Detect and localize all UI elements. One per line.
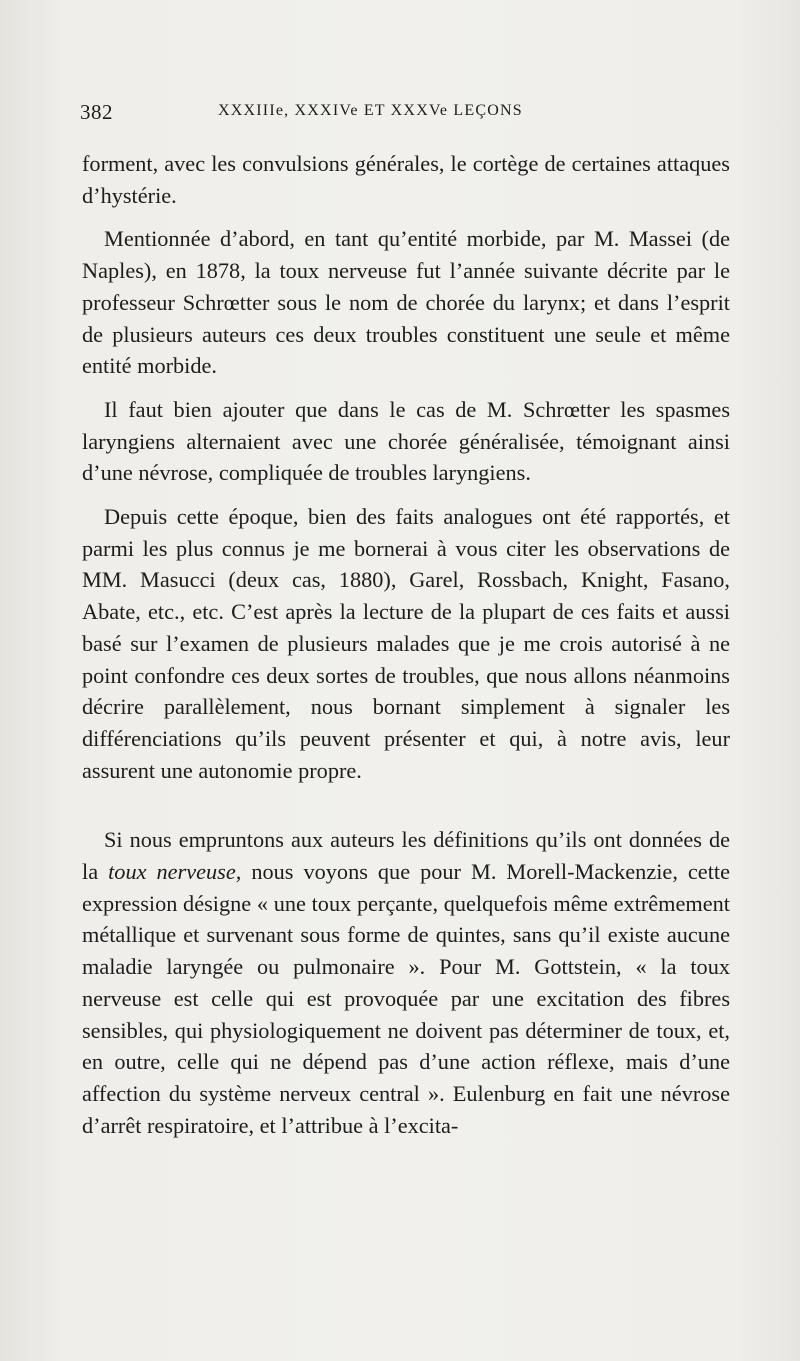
main-text: [82, 148, 730, 1141]
paragraph-3: Il faut bien ajouter que dans le cas de M. Schrœtter les spasmes laryngiens alternaient avec une chorée généralisée, témoignant ainsi d’une névrose, compliquée de troubles laryngiens.: [82, 396, 730, 486]
paragraph-4: Depuis cette époque, bien des faits analogues ont été rapportés, et parmi les plus connus je me bornerai à vous citer les observations de MM. Masucci (deux cas, 1880), Garel, Rossbach, Knight, Fasano, Abate, etc., etc. C’est après la lecture de la plupart de ces faits et aussi basé sur l’examen de plusieurs malades que je me crois autorisé à ne point confondre ces deux sortes de troubles, que nous allons néanmoins décrire parallèlement, nous bornant simplement à signaler les différenciations qu’ils peuvent présenter et qui, à notre avis, leur assurent une autonomie propre.: [82, 504, 730, 783]
paragraph-5: [82, 824, 730, 1141]
page-number: 382: [80, 100, 113, 124]
paragraph-5-italic-term: toux nerveuse,: [108, 859, 242, 885]
paragraph-5-start: Si nous empruntons aux auteurs les définitions qu’ils ont données de la: [82, 827, 730, 885]
paragraph-5-rest: nous voyons que pour M. Morell-Mackenzie, cette expression désigne « une toux perçante, quelquefois même extrêmement métallique et survenant sous forme de quintes, sans qu’il existe aucune maladie laryngée ou pulmonaire ». Pour M. Gottstein, « la toux nerveuse est celle qui est provoquée par une excitation des fibres sensibles, qui physiologiquement ne doivent pas déterminer de toux, et, en outre, celle qui ne dépend pas d’une action réflexe, mais d’une affection du système nerveux central ». Eulenburg en fait une névrose d’arrêt respiratoire, et l’attribue à l’excita-: [82, 859, 730, 1138]
paragraph-1: forment, avec les convulsions générales, le cortège de certaines attaques d’hystérie.: [82, 151, 730, 208]
page-header: [80, 100, 730, 130]
running-head: XXXIIIe, XXXIVe ET XXXVe LEÇONS: [218, 102, 523, 119]
paragraph-2: Mentionnée d’abord, en tant qu’entité morbide, par M. Massei (de Naples), en 1878, la toux nerveuse fut l’année suivante décrite par le professeur Schrœtter sous le nom de chorée du larynx; et dans l’esprit de plusieurs auteurs ces deux troubles constituent une seule et même entité morbide.: [82, 226, 730, 379]
